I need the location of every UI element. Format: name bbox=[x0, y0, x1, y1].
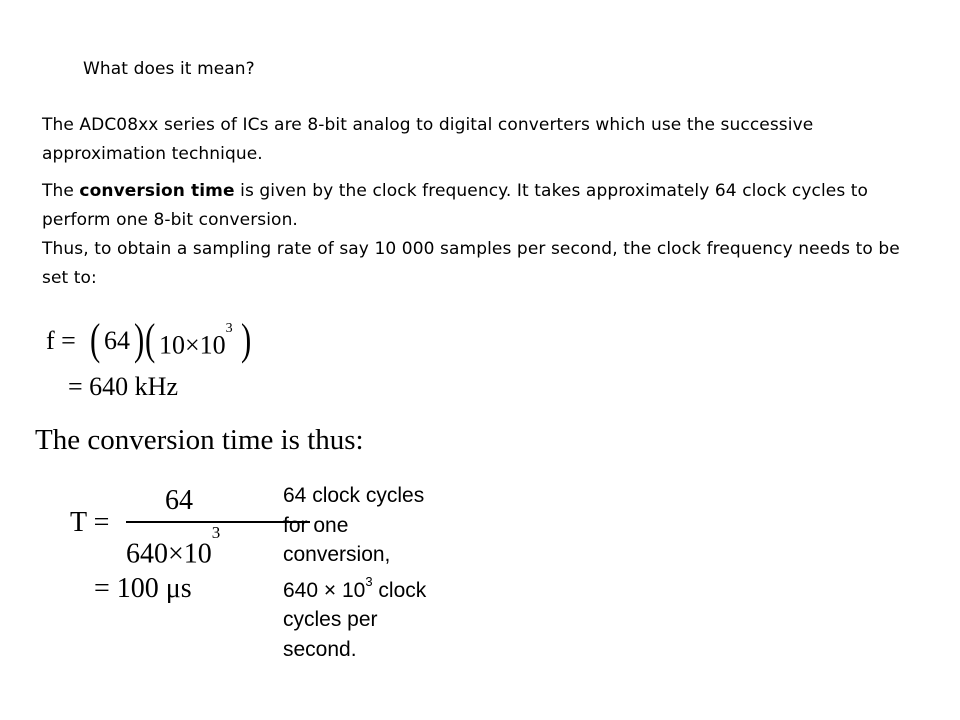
explanation-note bbox=[283, 481, 426, 664]
explanation-line-4 bbox=[283, 570, 426, 606]
conversion-time-term: conversion time bbox=[79, 181, 235, 201]
conversion-post: is given by the clock frequency. It takes approximately 64 clock cycles to perform one 8-bit conversion. bbox=[42, 181, 869, 230]
formula-f-factor2-base: 10×10 bbox=[159, 330, 226, 360]
explanation-line-3: conversion, bbox=[283, 543, 391, 566]
paren-close-2: ) bbox=[241, 315, 252, 364]
conversion-time-sentence bbox=[42, 177, 922, 235]
paren-close-1: ) bbox=[134, 315, 145, 364]
explanation-line-1: 64 clock cycles bbox=[283, 484, 425, 507]
conversion-time-heading: The conversion time is thus: bbox=[35, 424, 364, 456]
formula-t-numerator: 64 bbox=[165, 485, 193, 516]
formula-t-denominator-exp: 3 bbox=[211, 523, 221, 542]
formula-f-lhs: f = bbox=[46, 326, 76, 355]
formula-f-factor2-exp: 3 bbox=[225, 321, 233, 336]
sampling-rate-sentence: Thus, to obtain a sampling rate of say 10 000 samples per second, the clock frequency needs to be set to: bbox=[42, 239, 900, 288]
formula-f-result: = 640 kHz bbox=[68, 372, 178, 401]
formula-f-factor1: 64 bbox=[104, 326, 130, 355]
formula-t-result: = 100 μs bbox=[94, 573, 192, 604]
explanation-line-2: for one bbox=[283, 513, 349, 537]
formula-t-denominator bbox=[126, 523, 221, 570]
intro-paragraph: The ADC08xx series of ICs are 8-bit analog to digital converters which use the successive approximation technique. bbox=[42, 115, 814, 164]
explanation-line-6: second. bbox=[283, 637, 357, 661]
formula-t-denominator-base: 640×10 bbox=[126, 538, 212, 570]
conversion-pre: The bbox=[42, 181, 80, 201]
frequency-formula bbox=[46, 312, 276, 407]
paren-open-1: ( bbox=[90, 315, 101, 364]
explanation-line-4-pre: 640 × 10 bbox=[283, 578, 366, 602]
paren-open-2: ( bbox=[145, 315, 156, 364]
slide-heading: What does it mean? bbox=[83, 59, 255, 79]
period-formula bbox=[70, 482, 260, 612]
formula-t-lhs: T = bbox=[70, 507, 110, 538]
explanation-line-4-exp: 3 bbox=[365, 573, 373, 589]
explanation-line-4-post: clock bbox=[372, 578, 427, 602]
explanation-line-5: cycles per bbox=[283, 608, 378, 631]
formula-f-factor2 bbox=[159, 321, 233, 361]
conversion-paragraph bbox=[42, 177, 922, 293]
